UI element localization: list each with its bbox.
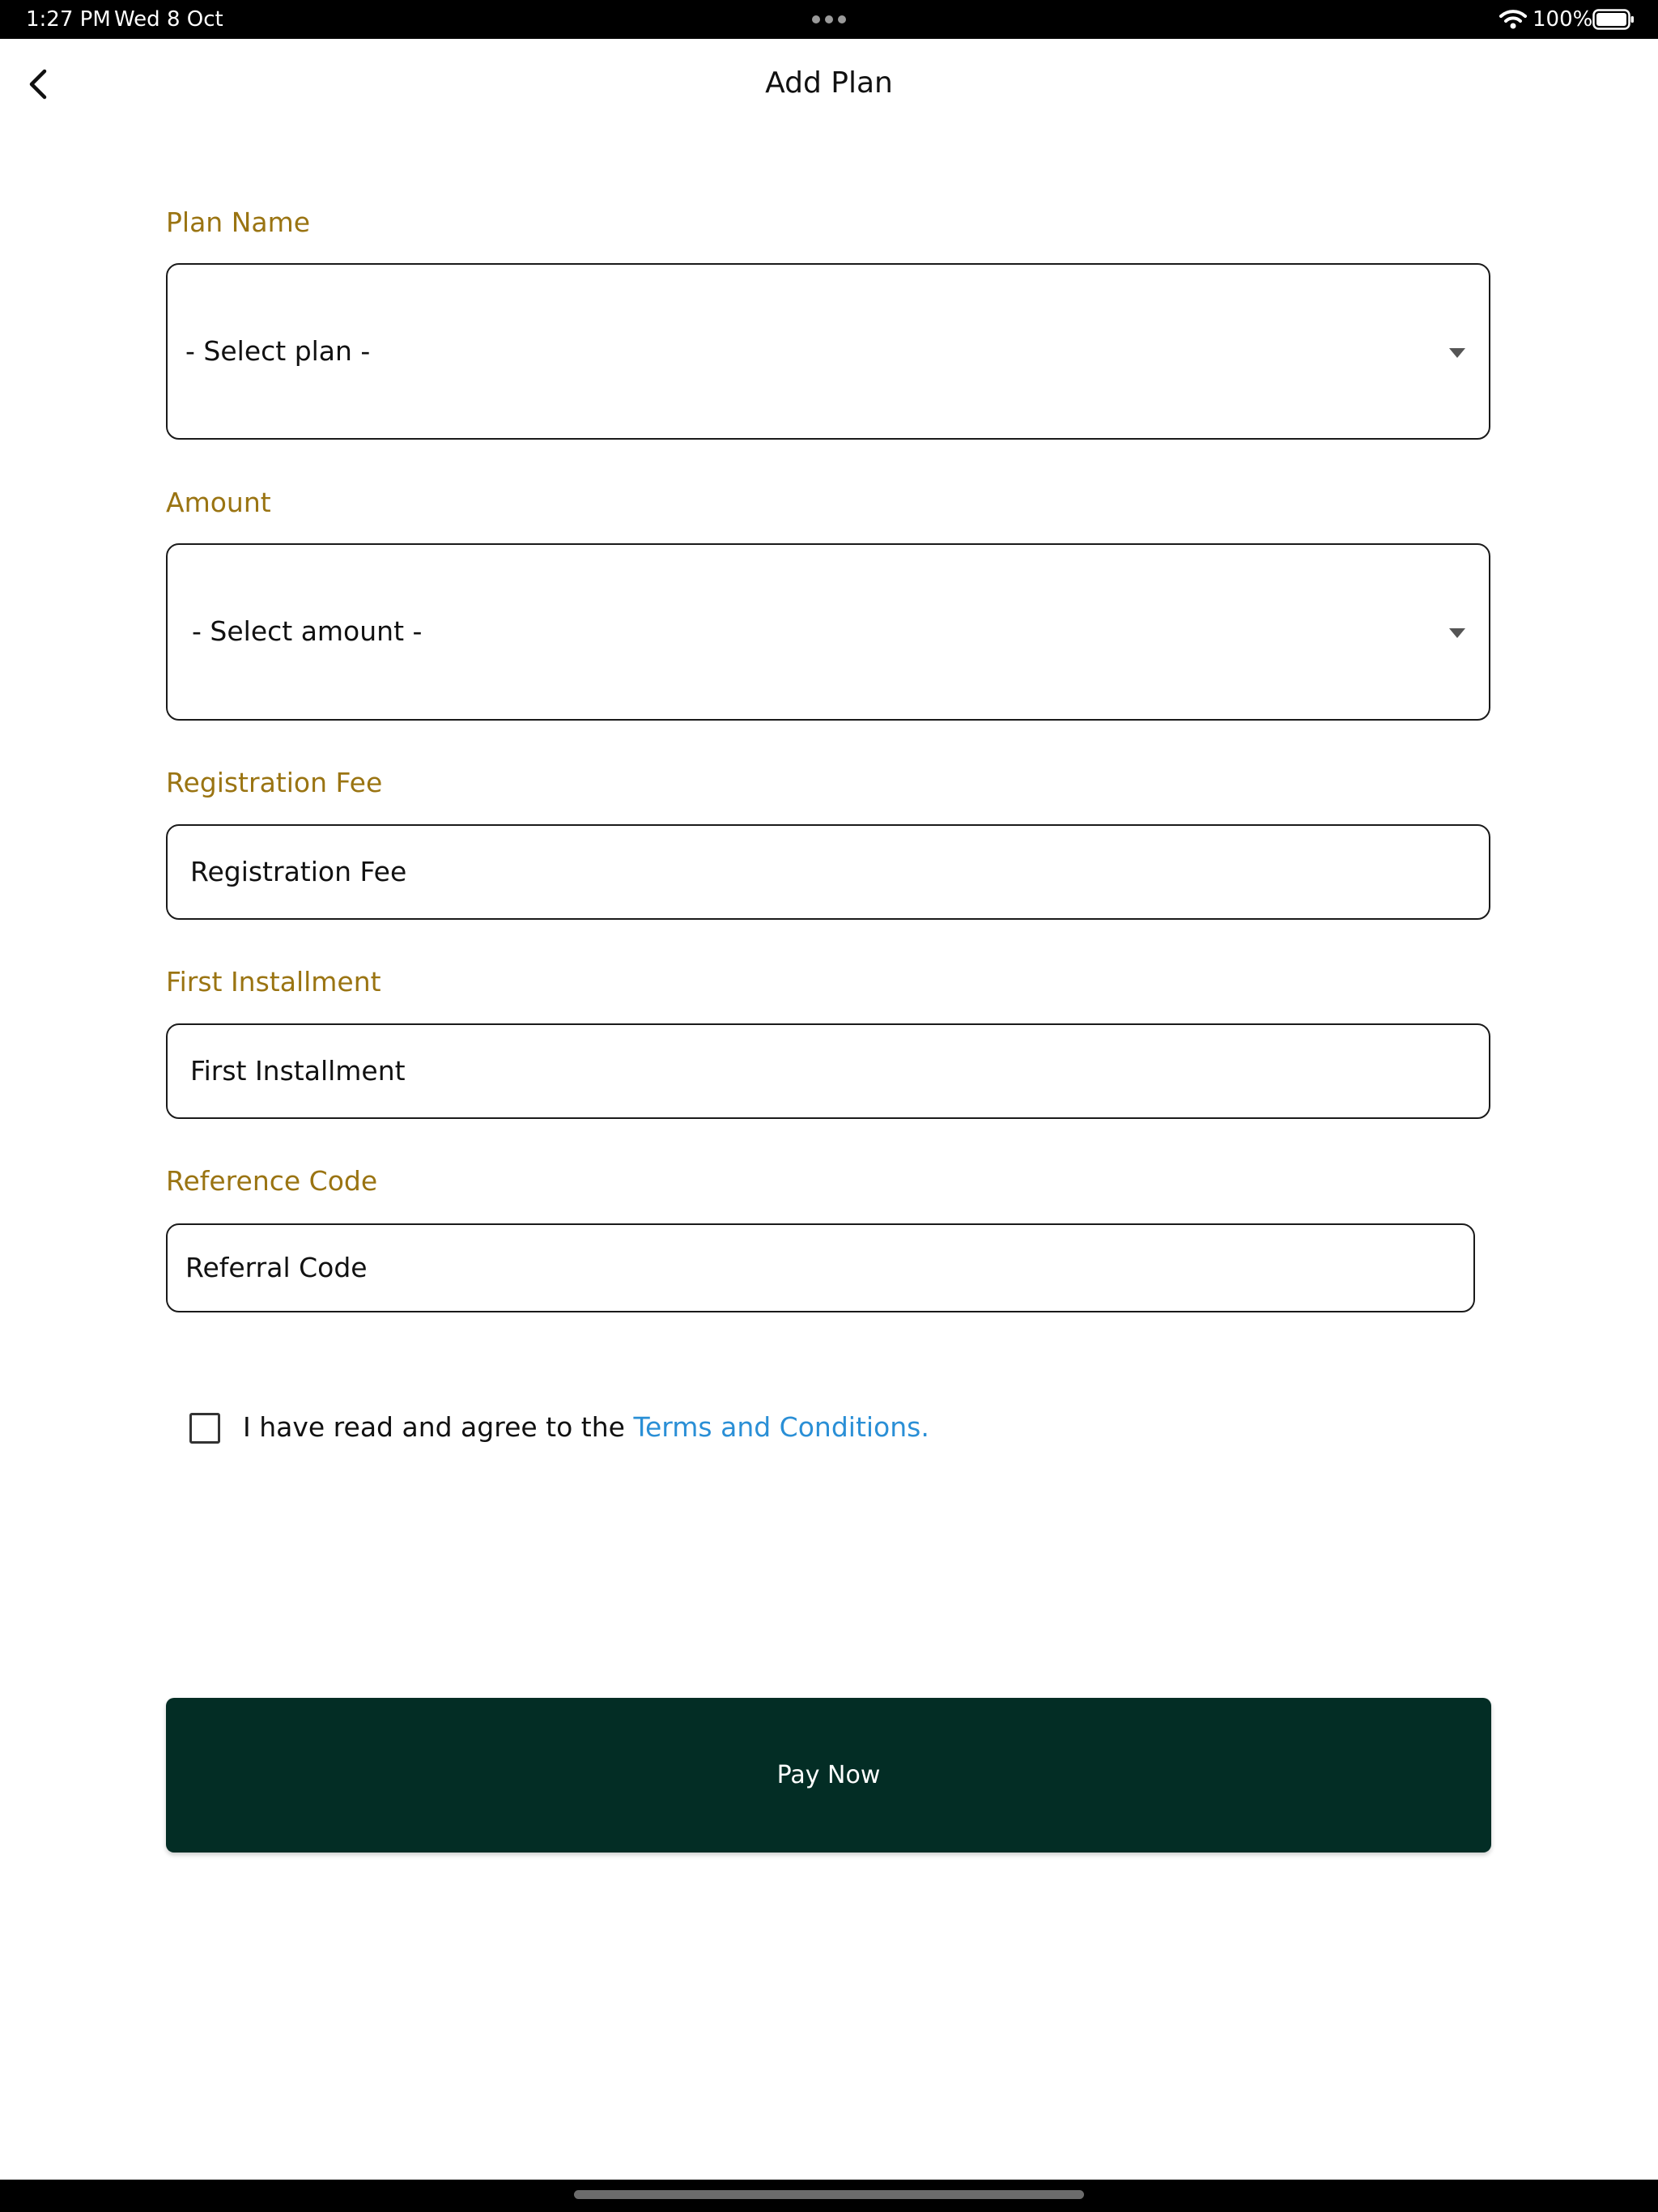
reference-code-label: Reference Code — [166, 1165, 378, 1197]
registration-fee-label: Registration Fee — [166, 767, 383, 798]
registration-fee-field[interactable] — [166, 824, 1490, 920]
battery-percentage: 100% — [1533, 7, 1593, 32]
status-time: 1:27 PM — [26, 7, 111, 32]
first-installment-label: First Installment — [166, 966, 381, 998]
status-bar — [0, 0, 1658, 39]
amount-select[interactable] — [166, 543, 1490, 721]
plan-name-value: - Select plan - — [185, 335, 371, 367]
status-date: Wed 8 Oct — [114, 7, 223, 32]
amount-label: Amount — [166, 487, 271, 518]
referral-code-input[interactable] — [166, 1223, 1475, 1312]
plan-name-label: Plan Name — [166, 206, 311, 238]
pay-now-button[interactable]: Pay Now — [166, 1698, 1491, 1853]
terms-text — [243, 1409, 929, 1446]
first-installment-field[interactable] — [166, 1023, 1490, 1119]
battery-icon — [1592, 9, 1635, 30]
registration-fee-value: Registration Fee — [190, 856, 407, 887]
home-indicator[interactable] — [574, 2190, 1084, 2199]
plan-name-select[interactable] — [166, 263, 1490, 440]
caret-down-icon — [1448, 627, 1466, 639]
terms-link[interactable]: Terms and Conditions. — [633, 1411, 929, 1443]
caret-down-icon — [1448, 347, 1466, 359]
multitasking-dots-icon[interactable] — [811, 14, 847, 25]
wifi-icon — [1499, 9, 1527, 30]
first-installment-value: First Installment — [190, 1055, 406, 1087]
page-title: Add Plan — [765, 66, 893, 100]
terms-prefix: I have read and agree to the — [243, 1411, 634, 1443]
bottom-bar — [0, 2180, 1658, 2212]
terms-checkbox[interactable] — [189, 1413, 220, 1444]
referral-code-value: Referral Code — [185, 1252, 368, 1283]
amount-value: - Select amount - — [192, 615, 423, 647]
